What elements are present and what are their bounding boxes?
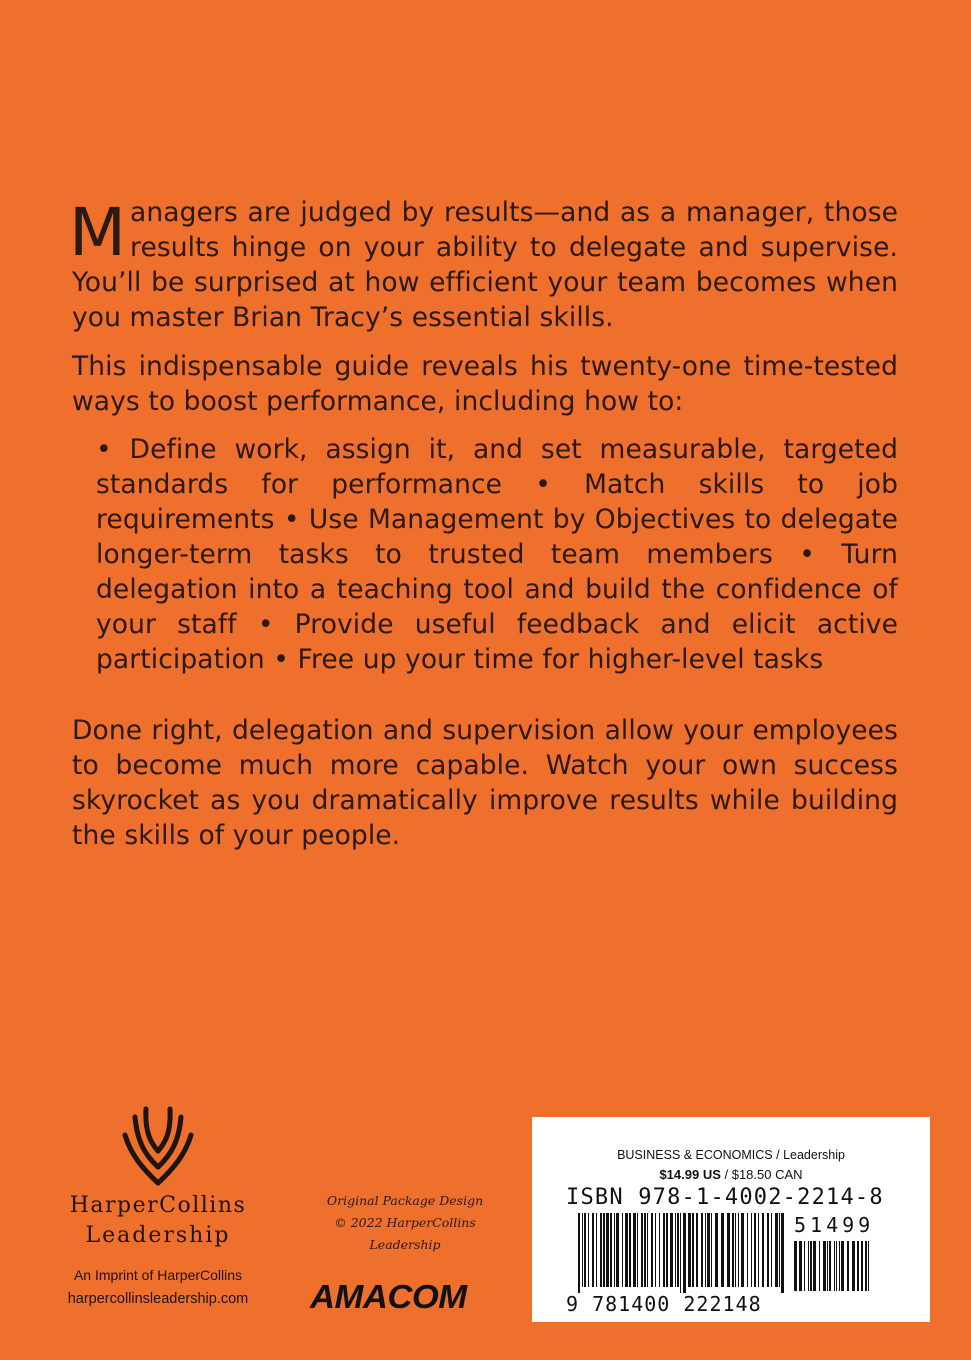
drop-cap: M — [69, 194, 127, 271]
price-line — [532, 1167, 930, 1182]
package-design-credit — [300, 1190, 510, 1256]
credit-line-2: © 2022 HarperCollins Leadership — [334, 1215, 476, 1252]
blurb-paragraph-2: This indispensable guide reveals his twenty-one time-tested ways to boost performance, including how to: — [72, 351, 898, 417]
back-cover-blurb — [69, 194, 898, 853]
publisher-name-line2: Leadership — [85, 1223, 231, 1248]
addon-barcode-icon — [794, 1241, 874, 1297]
price-can: / $18.50 CAN — [720, 1167, 803, 1182]
ean-number: 9 781400 222148 — [566, 1292, 762, 1316]
imprint-text: An Imprint of HarperCollins — [73, 1267, 243, 1283]
blurb-paragraph-closing: Done right, delegation and supervision allow your employees to become much more capable. Watch your own success skyrocket as you dramatically improve results while building the skills of your people. — [72, 715, 898, 851]
publisher-website: harpercollinsleadership.com — [67, 1291, 249, 1307]
flame-icon — [113, 1105, 203, 1187]
blurb-paragraph-1 — [69, 194, 898, 335]
isbn-text: ISBN 978-1-4002-2214-8 — [566, 1185, 884, 1210]
addon-number: 51499 — [794, 1213, 875, 1237]
ean-barcode-icon — [578, 1213, 786, 1293]
amacom-logo: AMACOM — [310, 1278, 467, 1315]
bisac-category: BUSINESS & ECONOMICS / Leadership — [617, 1148, 845, 1162]
publisher-logo — [38, 1105, 278, 1307]
publisher-name-line1: HarperCollins — [69, 1193, 247, 1218]
barcode-panel — [532, 1117, 930, 1322]
credit-line-1: Original Package Design — [326, 1193, 484, 1208]
price-us: $14.99 US — [659, 1167, 721, 1182]
blurb-bullet-list: • Define work, assign it, and set measurable, targeted standards for performance • Match skills to job requirements • Use Management by Objectives to delegate longer-term tasks to trusted team members • Turn delegation into a teaching tool and build the confidence of your staff • Provide useful feedback and elicit active participation • Free up your time for higher-level tasks — [96, 434, 898, 675]
blurb-paragraph-1-text: anagers are judged by results—and as a manager, those results hinge on your ability to delegate and supervise. You’ll be surprised at how efficient your team becomes when you master Brian Tracy’s essential skills. — [72, 197, 898, 333]
